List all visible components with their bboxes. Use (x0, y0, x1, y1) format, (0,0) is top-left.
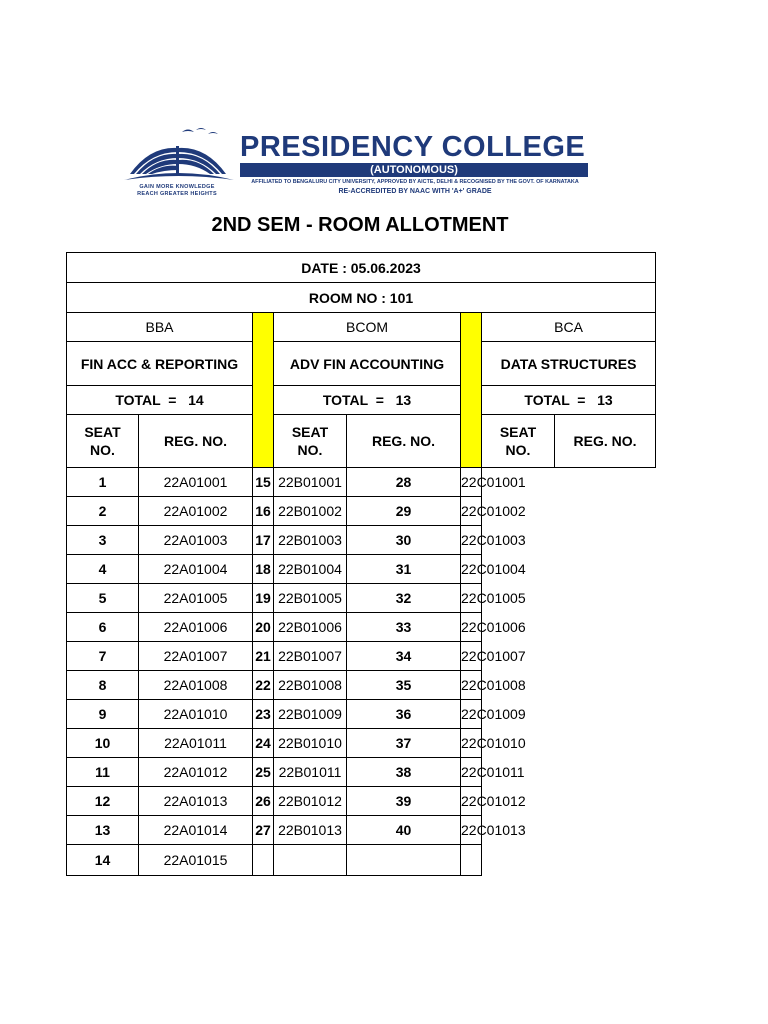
seat-number: 35 (347, 671, 461, 700)
seat-number: 14 (67, 845, 139, 876)
seat-number: 13 (67, 816, 139, 845)
seat-number: 27 (253, 816, 274, 845)
table-row (67, 787, 656, 816)
reg-number: 22C01008 (461, 671, 482, 700)
reg-number: 22B01002 (274, 497, 347, 526)
table-row (67, 642, 656, 671)
reg-number: 22C01001 (461, 468, 482, 497)
course-name: BCA (482, 313, 656, 342)
student-total: TOTAL = 13 (482, 386, 656, 415)
column-separator (461, 313, 482, 468)
seat-number: 10 (67, 729, 139, 758)
seat-number: 25 (253, 758, 274, 787)
seat-number: 6 (67, 613, 139, 642)
reg-number: 22A01002 (139, 497, 253, 526)
reg-number: 22B01001 (274, 468, 347, 497)
seat-number: 18 (253, 555, 274, 584)
column-separator (253, 313, 274, 468)
seat-number: 19 (253, 584, 274, 613)
reg-number: 22B01012 (274, 787, 347, 816)
seat-number: 9 (67, 700, 139, 729)
seat-number: 40 (347, 816, 461, 845)
reg-number: 22C01005 (461, 584, 482, 613)
college-name: PRESIDENCY COLLEGE (240, 131, 586, 163)
seat-number: 20 (253, 613, 274, 642)
seat-number: 22 (253, 671, 274, 700)
reg-number: 22C01013 (461, 816, 482, 845)
logo-tagline-1: GAIN MORE KNOWLEDGE (139, 184, 215, 190)
table-row (67, 526, 656, 555)
course-name: BBA (67, 313, 253, 342)
reg-number: 22A01013 (139, 787, 253, 816)
affiliation-text: AFFILIATED TO BENGALURU CITY UNIVERSITY, APPROVED BY AICTE, DELHI & RECOGNISED BY THE GOVT. OF KARNATAKA (251, 179, 579, 185)
reg-number: 22A01011 (139, 729, 253, 758)
reg-number: 22A01003 (139, 526, 253, 555)
seat-number: 17 (253, 526, 274, 555)
seat-number: 37 (347, 729, 461, 758)
reg-number: 22C01012 (461, 787, 482, 816)
reg-number: 22C01007 (461, 642, 482, 671)
college-logo (120, 126, 238, 200)
seat-number: 5 (67, 584, 139, 613)
exam-date: DATE : 05.06.2023 (67, 253, 656, 283)
seat-number: 12 (67, 787, 139, 816)
reg-number: 22A01006 (139, 613, 253, 642)
seat-no-header: SEAT NO. (274, 415, 347, 468)
subject-name: ADV FIN ACCOUNTING (274, 342, 461, 386)
book-birds-icon (120, 126, 238, 184)
reg-number: 22C01011 (461, 758, 482, 787)
table-row (67, 584, 656, 613)
seat-no-header: SEAT NO. (482, 415, 555, 468)
autonomous-banner: (AUTONOMOUS) (240, 163, 588, 177)
table-row (67, 671, 656, 700)
page-title: 2ND SEM - ROOM ALLOTMENT (211, 214, 509, 236)
seat-number: 8 (67, 671, 139, 700)
reg-number: 22A01004 (139, 555, 253, 584)
reg-number: 22C01009 (461, 700, 482, 729)
reg-number: 22C01004 (461, 555, 482, 584)
logo-tagline-2: REACH GREATER HEIGHTS (137, 191, 217, 197)
table-row (67, 845, 656, 876)
seat-number: 36 (347, 700, 461, 729)
college-header (120, 126, 592, 200)
table-row (67, 468, 656, 497)
table-row (67, 700, 656, 729)
seat-number: 39 (347, 787, 461, 816)
seat-number (347, 845, 461, 876)
seat-number: 16 (253, 497, 274, 526)
seat-number: 29 (347, 497, 461, 526)
accreditation-text: RE-ACCREDITED BY NAAC WITH 'A+' GRADE (338, 188, 492, 195)
seat-no-header: SEAT NO. (67, 415, 139, 468)
seat-number: 1 (67, 468, 139, 497)
seat-number: 34 (347, 642, 461, 671)
table-row (67, 816, 656, 845)
reg-number: 22B01011 (274, 758, 347, 787)
reg-number: 22C01010 (461, 729, 482, 758)
seat-number: 21 (253, 642, 274, 671)
reg-number: 22C01002 (461, 497, 482, 526)
table-row (67, 758, 656, 787)
seat-number: 7 (67, 642, 139, 671)
reg-number: 22A01005 (139, 584, 253, 613)
seat-number: 11 (67, 758, 139, 787)
reg-number: 22A01001 (139, 468, 253, 497)
reg-number: 22B01003 (274, 526, 347, 555)
seat-number: 32 (347, 584, 461, 613)
reg-number (274, 845, 347, 876)
seat-number: 26 (253, 787, 274, 816)
seat-number: 4 (67, 555, 139, 584)
reg-number: 22B01004 (274, 555, 347, 584)
seat-number (253, 845, 274, 876)
room-allotment-table (66, 252, 656, 876)
seat-number: 23 (253, 700, 274, 729)
reg-number: 22B01010 (274, 729, 347, 758)
reg-number: 22B01009 (274, 700, 347, 729)
student-total: TOTAL = 13 (274, 386, 461, 415)
reg-number: 22C01006 (461, 613, 482, 642)
table-row (67, 613, 656, 642)
seat-number: 38 (347, 758, 461, 787)
reg-number: 22A01015 (139, 845, 253, 876)
seat-number: 15 (253, 468, 274, 497)
subject-name: FIN ACC & REPORTING (67, 342, 253, 386)
subject-name: DATA STRUCTURES (482, 342, 656, 386)
seat-number: 28 (347, 468, 461, 497)
reg-number: 22B01006 (274, 613, 347, 642)
reg-number: 22A01007 (139, 642, 253, 671)
seat-number: 33 (347, 613, 461, 642)
course-name: BCOM (274, 313, 461, 342)
reg-number: 22A01010 (139, 700, 253, 729)
seat-number: 2 (67, 497, 139, 526)
reg-number: 22B01005 (274, 584, 347, 613)
reg-number: 22A01008 (139, 671, 253, 700)
reg-number: 22C01003 (461, 526, 482, 555)
seat-number: 24 (253, 729, 274, 758)
reg-number: 22B01008 (274, 671, 347, 700)
reg-no-header: REG. NO. (555, 415, 656, 468)
room-number: ROOM NO : 101 (67, 283, 656, 313)
seat-number: 3 (67, 526, 139, 555)
seat-number: 30 (347, 526, 461, 555)
table-row (67, 497, 656, 526)
allotment-rows (67, 468, 656, 876)
seat-number: 31 (347, 555, 461, 584)
student-total: TOTAL = 14 (67, 386, 253, 415)
reg-no-header: REG. NO. (139, 415, 253, 468)
table-row (67, 729, 656, 758)
reg-number: 22A01012 (139, 758, 253, 787)
reg-number: 22B01013 (274, 816, 347, 845)
reg-number: 22B01007 (274, 642, 347, 671)
reg-no-header: REG. NO. (347, 415, 461, 468)
reg-number: 22A01014 (139, 816, 253, 845)
table-row (67, 555, 656, 584)
reg-number (461, 845, 482, 876)
